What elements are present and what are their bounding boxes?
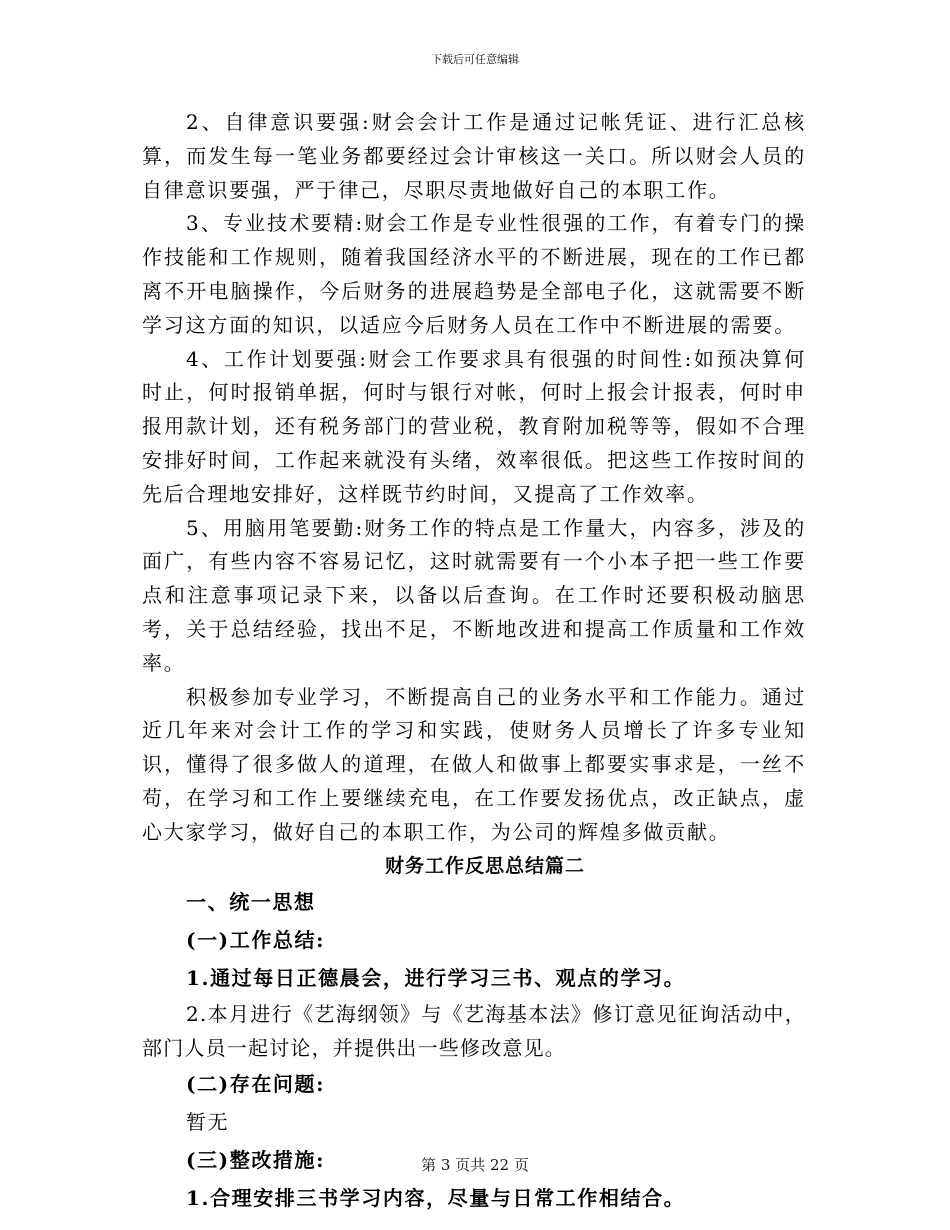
item-none: 暂无 [186, 1110, 230, 1135]
subheading-corrective-measures: (三)整改措施: [186, 1148, 326, 1173]
subheading-work-summary: (一)工作总结: [186, 928, 326, 953]
item-morning-meeting: 1.通过每日正德晨会，进行学习三书、观点的学习。 [186, 966, 686, 991]
item-arrange-study: 1.合理安排三书学习内容，尽量与日常工作相结合。 [186, 1186, 686, 1211]
paragraph-work-plan: 4、工作计划要强:财会工作要求具有很强的时间性:如预决算何时止，何时报销单据，何时与银行对帐，何时上报会计报表，何时申报用款计划，还有税务部门的营业税，教育附加税等等，假如不合理安排好时间，工作起来就没有头绪，效率很低。把这些工作按时间的先后合理地安排好，这样既节约时间，又提高了工作效率。 [142, 346, 806, 506]
heading-unify-thought: 一、统一思想 [186, 890, 316, 915]
paragraph-self-discipline: 2、自律意识要强:财会会计工作是通过记帐凭证、进行汇总核算，而发生每一笔业务都要经过会计审核这一关口。所以财会人员的自律意识要强，严于律己，尽职尽责地做好自己的本职工作。 [142, 110, 806, 202]
paragraph-diligence: 5、用脑用笔要勤:财务工作的特点是工作量大，内容多，涉及的面广，有些内容不容易记忆，这时就需要有一个小本子把一些工作要点和注意事项记录下来，以备以后查询。在工作时还要积极动脑思考，关于总结经验，找出不足，不断地改进和提高工作质量和工作效率。 [142, 515, 806, 675]
paragraph-study: 积极参加专业学习，不断提高自己的业务水平和工作能力。通过近几年来对会计工作的学习和实践，使财务人员增长了许多专业知识，懂得了很多做人的道理，在做人和做事上都要实事求是，一丝不苟，在学习和工作上要继续充电，在工作要发扬优点，改正缺点，虚心大家学习，做好自己的本职工作，为公司的辉煌多做贡献。 [142, 684, 806, 844]
page-footer: 第 3 页共 22 页 [421, 1156, 529, 1174]
document-body [142, 106, 806, 1217]
paragraph-professional-skill: 3、专业技术要精:财会工作是专业性很强的工作，有着专门的操作技能和工作规则，随着我国经济水平的不断进展，现在的工作已都离不开电脑操作，今后财务的进展趋势是全部电子化，这就需要不断学习这方面的知识，以适应今后财务人员在工作中不断进展的需要。 [142, 211, 806, 337]
subheading-problems: (二)存在问题: [186, 1072, 326, 1097]
item-revision-opinion: 2.本月进行《艺海纲领》与《艺海基本法》修订意见征询活动中，部门人员一起讨论，并提供出一些修改意见。 [142, 1002, 806, 1061]
page-header: 下载后可任意编辑 [431, 53, 519, 66]
section-title: 财务工作反思总结篇二 [384, 854, 585, 877]
